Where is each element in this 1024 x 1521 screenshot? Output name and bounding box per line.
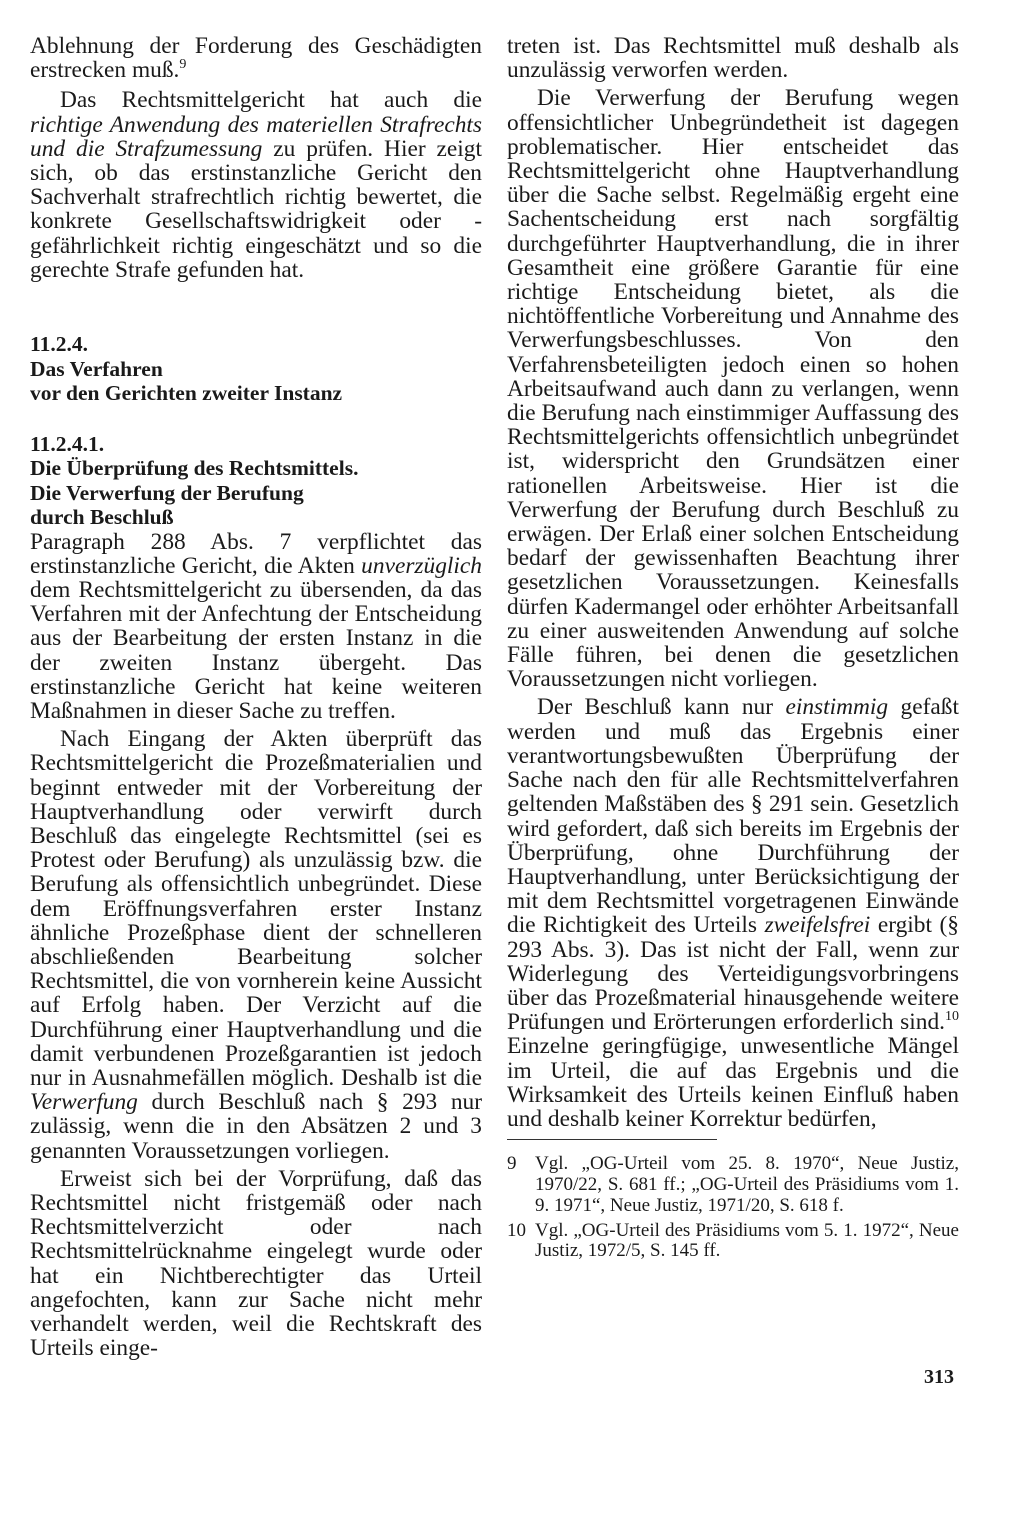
footnote-9: 9 Vgl. „OG-Urteil vom 25. 8. 1970“, Neue Justiz, 1970/22, S. 681 ff.; „OG-Urteil des Präsidiums vom 1. 9. 1971“, Neue Justiz, 1971/20, S. 618 f. <box>507 1153 959 1216</box>
footnotes <box>507 1154 959 1262</box>
paragraph-288: Paragraph 288 Abs. 7 verpflichtet das erstinstanzliche Gericht, die Akten unverzüglich dem Rechtsmittelgericht zu übersenden, da das Verfahren mit der Anfechtung der Entscheidung aus der Bearbeitung der ersten Instanz in die der zweiten Instanz übergeht. Das erstinstanzliche Gericht hat keine weiteren Maßnahmen in dieser Sache zu treffen. <box>30 528 482 724</box>
footnote-ref-9: 9 <box>179 57 187 73</box>
paragraph-einstimmig: Der Beschluß kann nur einstimmig gefaßt werden und muß das Ergebnis einer verantwortungsbewußten Überprüfung der Sache nach den für alle Rechtsmittelverfahren geltenden Maßstäben des § 291 sein. Gesetzlich wird gefordert, daß sich bereits im Ergebnis der Überprüfung, ohne Durchführung der Hauptverhandlung, unter Berücksichtigung der mit dem Rechtsmittel vorgetragenen Einwände die Richtigkeit des Urteils zweifelsfrei ergibt (§ 293 Abs. 3). Das ist nicht der Fall, wenn zur Widerlegung des Verteidigungsvorbringens über das Prozeßmaterial hinausgehende weitere Prüfungen und Erörterungen erforderlich sind.$^{10}$ Einzelne geringfügige, unwesentliche Mängel im Urteil, die auf das Ergebnis und die Wirksamkeit des Urteils keinen Einfluß haben und deshalb keiner Korrektur bedürfen, <box>507 694 959 1132</box>
right-column <box>507 34 959 1266</box>
footnote-10: 10 Vgl. „OG-Urteil des Präsidiums vom 5. 1. 1972“, Neue Justiz, 1972/5, S. 145 ff. <box>507 1219 959 1262</box>
footnote-divider <box>507 1139 717 1140</box>
section-heading-11-2-4-1: 11.2.4.1. Die Überprüfung des Rechtsmittels. Die Verwerfung der Berufung durch Beschluß <box>30 431 359 530</box>
left-column <box>30 34 482 1360</box>
footnote-ref-10: 10 <box>945 1009 959 1025</box>
section-heading-11-2-4: 11.2.4. Das Verfahren vor den Gerichten zweiter Instanz <box>30 332 343 406</box>
paragraph-offensichtlich-unbegruendet: Die Verwerfung der Berufung wegen offensichtlicher Unbegründetheit ist dagegen problematischer. Hier entscheidet das Rechtsmittelgericht ohne Hauptverhandlung über die Sache selbst. Regelmäßig ergeht eine Sachentscheidung erst nach sorgfältig durchgeführter Hauptverhandlung, die in ihrer Gesamtheit eine größere Garantie für eine richtige Entscheidung bietet, als die nichtöffentliche Vorbereitung und Annahme des Verwerfungsbeschlusses. Von den Verfahrensbeteiligten jedoch einen so hohen Arbeitsaufwand auch dann zu verlangen, wenn die Berufung nach einstimmiger Auffassung des Rechtsmittelgerichts offensichtlich unbegründet ist, widerspricht den Grundsätzen einer rationellen Arbeitsweise. Hier ist die Verwerfung der Berufung durch Beschluß zu erwägen. Der Erlaß einer solchen Entscheidung bedarf der gewissenhaften Beachtung ihrer gesetzlichen Voraussetzungen. Keinesfalls dürfen Kadermangel oder erhöhter Arbeitsanfall zu einer ausweitenden Anwendung auf solche Fälle führen, bei denen die gesetzlichen Voraussetzungen nicht vorliegen. <box>507 85 959 693</box>
page-number: 313 <box>924 1366 954 1388</box>
paragraph-continuation-right: treten ist. Das Rechtsmittel muß deshalb als unzulässig verworfen werden. <box>507 33 959 84</box>
paragraph-continuation: Ablehnung der Forderung des Geschädigten erstrecken muß.$^9$ <box>30 33 482 84</box>
paragraph-vorpruefung: Erweist sich bei der Vorprüfung, daß das Rechtsmittel nicht fristgemäß oder nach Rechtsmittelverzicht oder nach Rechtsmittelrücknahme eingelegt wurde oder hat ein Nichtberechtigter das Urteil angefochten, kann zur Sache nicht mehr verhandelt werden, weil die Rechtskraft des Urteils einge- <box>30 1165 482 1362</box>
paragraph-eingang-akten: Nach Eingang der Akten überprüft das Rechtsmittelgericht die Prozeßmaterialien und beginnt entweder mit der Vorbereitung der Hauptverhandlung oder verwirft durch Beschluß das eingelegte Rechtsmittel (sei es Protest oder Berufung) als unzulässig bzw. die Berufung als offensichtlich unbegründet. Diese dem Eröffnungsverfahren erster Instanz ähnliche Prozeßphase dient der schnelleren abschließenden Bearbeitung solcher Rechtsmittel, die von vornherein keine Aussicht auf Erfolg haben. Der Verzicht auf die Durchführung einer Hauptverhandlung und die damit verbundenen Prozeßgarantien ist jedoch nur in Ausnahmefällen möglich. Deshalb ist die Verwerfung durch Beschluß nach § 293 nur zulässig, wenn die in den Absätzen 2 und 3 genannten Voraussetzungen vorliegen. <box>30 726 482 1164</box>
paragraph-material-law: Das Rechtsmittelgericht hat auch die richtige Anwendung des materiellen Strafrechts und die Strafzumessung zu prüfen. Hier zeigt sich, ob das erstinstanzliche Gericht den Sachverhalt strafrechtlich richtig bewertet, die konkrete Gesellschaftswidrigkeit oder -gefährlichkeit richtig eingeschätzt und so die gerechte Strafe gefunden hat. <box>30 87 482 283</box>
